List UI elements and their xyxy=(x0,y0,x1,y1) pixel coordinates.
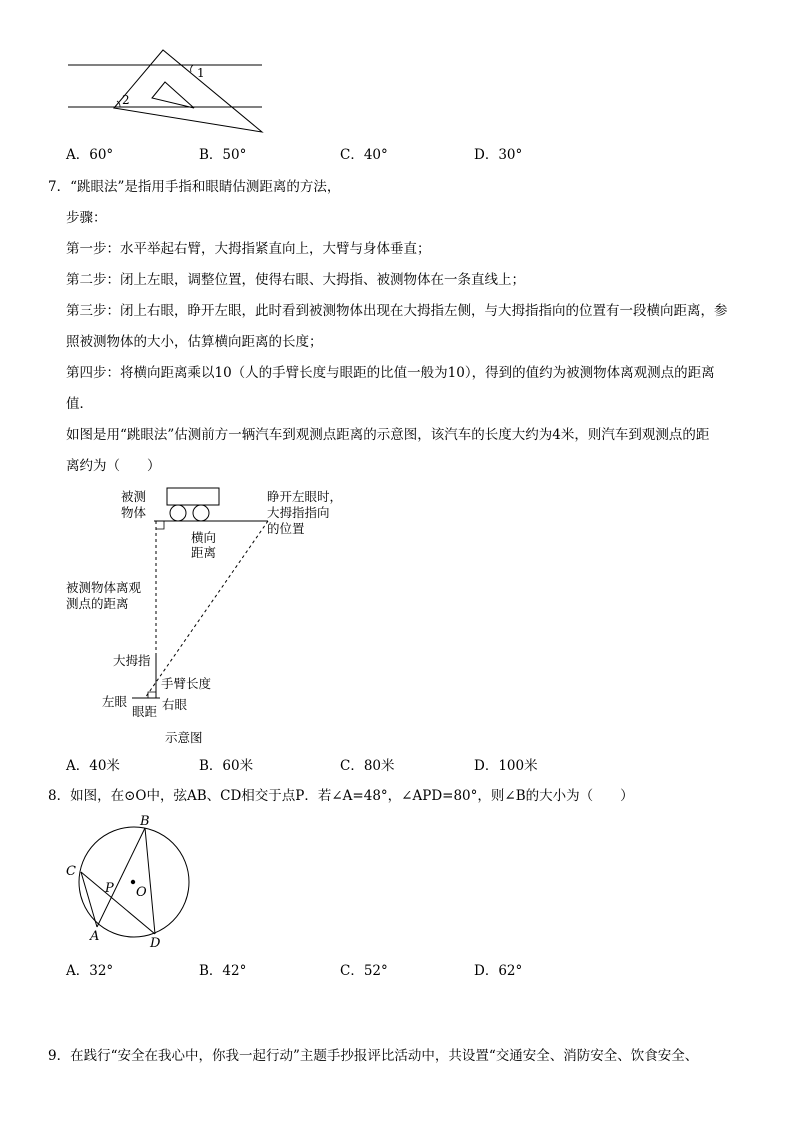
q7-stem: 7．“跳眼法”是指用手指和眼睛估测距离的方法， xyxy=(48,179,341,195)
q9-stem: 9．在践行“安全在我心中，你我一起行动”主题手抄报评比活动中，共设置“交通安全、消防安全、饮食安全、 xyxy=(48,1048,699,1064)
q8-stem: 8．如图，在⊙O中，弦AB、CD相交于点P．若∠A=48°，∠APD=80°，则∠B的大小为（ ） xyxy=(48,788,634,804)
q7-option-c[interactable]: C．80米 xyxy=(340,758,395,774)
label-distance-1: 被测物体离观 xyxy=(66,580,142,595)
q8-option-b[interactable]: B．42° xyxy=(199,963,247,979)
right-angle-top xyxy=(156,521,164,529)
q7-step2: 第二步：闭上左眼，调整位置，使得右眼、大拇指、被测物体在一条直线上； xyxy=(66,272,525,288)
q7-step4-line2: 值． xyxy=(66,396,93,412)
angle-arc-1 xyxy=(191,65,193,72)
label-object-2: 物体 xyxy=(121,505,147,520)
q6-option-c[interactable]: C．40° xyxy=(340,147,388,163)
label-left-open-1: 睁开左眼时， xyxy=(267,489,343,504)
label-left-eye: 左眼 xyxy=(102,694,128,709)
chord-cd xyxy=(81,872,155,934)
set-square-outer xyxy=(114,50,262,132)
q7-steps-label: 步骤： xyxy=(66,210,107,226)
segment-bd xyxy=(145,828,155,934)
label-left-open-2: 大拇指指向 xyxy=(267,505,330,520)
label-arm-length: 手臂长度 xyxy=(161,676,212,691)
q6-figure xyxy=(60,44,280,140)
label-right-eye: 右眼 xyxy=(162,697,188,712)
car-wheel-right xyxy=(193,505,209,521)
figure-caption: 示意图 xyxy=(165,730,203,745)
q8-option-d[interactable]: D．62° xyxy=(474,963,523,979)
point-p: P xyxy=(105,881,114,896)
q7-step3-line1: 第三步：闭上右眼，睁开左眼，此时看到被测物体出现在大拇指左侧，与大拇指指向的位置有一段横向距离，参 xyxy=(66,303,728,319)
q7-step4-line1: 第四步：将横向距离乘以10（人的手臂长度与眼距的比值一般为10），得到的值约为被测物体离观测点的距离 xyxy=(66,365,715,381)
q6-option-a[interactable]: A．60° xyxy=(66,147,114,163)
point-d: D xyxy=(150,936,161,951)
center-dot xyxy=(131,880,135,884)
label-left-open-3: 的位置 xyxy=(267,521,305,536)
q7-question-line1: 如图是用“跳眼法”估测前方一辆汽车到观测点距离的示意图，该汽车的长度大约为4米，则汽车到观测点的距 xyxy=(66,427,710,443)
label-distance-2: 测点的距离 xyxy=(66,596,129,611)
car-wheel-left xyxy=(170,505,186,521)
point-a: A xyxy=(90,929,100,944)
label-lateral-2: 距离 xyxy=(191,545,217,560)
point-o: O xyxy=(136,885,147,900)
label-eye-distance: 眼距 xyxy=(132,704,158,719)
car-body xyxy=(167,488,219,505)
q7-option-b[interactable]: B．60米 xyxy=(199,758,254,774)
q7-step1: 第一步：水平举起右臂，大拇指紧直向上，大臂与身体垂直； xyxy=(66,241,431,257)
right-angle-bottom xyxy=(148,692,156,698)
q8-option-c[interactable]: C．52° xyxy=(340,963,388,979)
fig-label-1: 1 xyxy=(197,66,205,80)
q7-option-d[interactable]: D．100米 xyxy=(474,758,538,774)
q7-option-a[interactable]: A．40米 xyxy=(66,758,120,774)
label-thumb: 大拇指 xyxy=(113,653,151,668)
label-lateral-1: 横向 xyxy=(191,530,217,545)
fig-label-2: 2 xyxy=(122,93,130,107)
q7-question-line2: 离约为（ ） xyxy=(66,458,161,474)
set-square-inner xyxy=(152,82,194,108)
label-object-1: 被测 xyxy=(121,489,147,504)
q6-option-d[interactable]: D．30° xyxy=(474,147,523,163)
point-b: B xyxy=(140,814,150,829)
segment-ca xyxy=(81,872,97,927)
q6-option-b[interactable]: B．50° xyxy=(199,147,247,163)
q8-figure xyxy=(60,810,200,955)
chord-ab xyxy=(97,828,145,927)
q7-step3-line2: 照被测物体的大小，估算横向距离的长度； xyxy=(66,334,323,350)
q8-option-a[interactable]: A．32° xyxy=(66,963,114,979)
point-c: C xyxy=(66,864,76,879)
